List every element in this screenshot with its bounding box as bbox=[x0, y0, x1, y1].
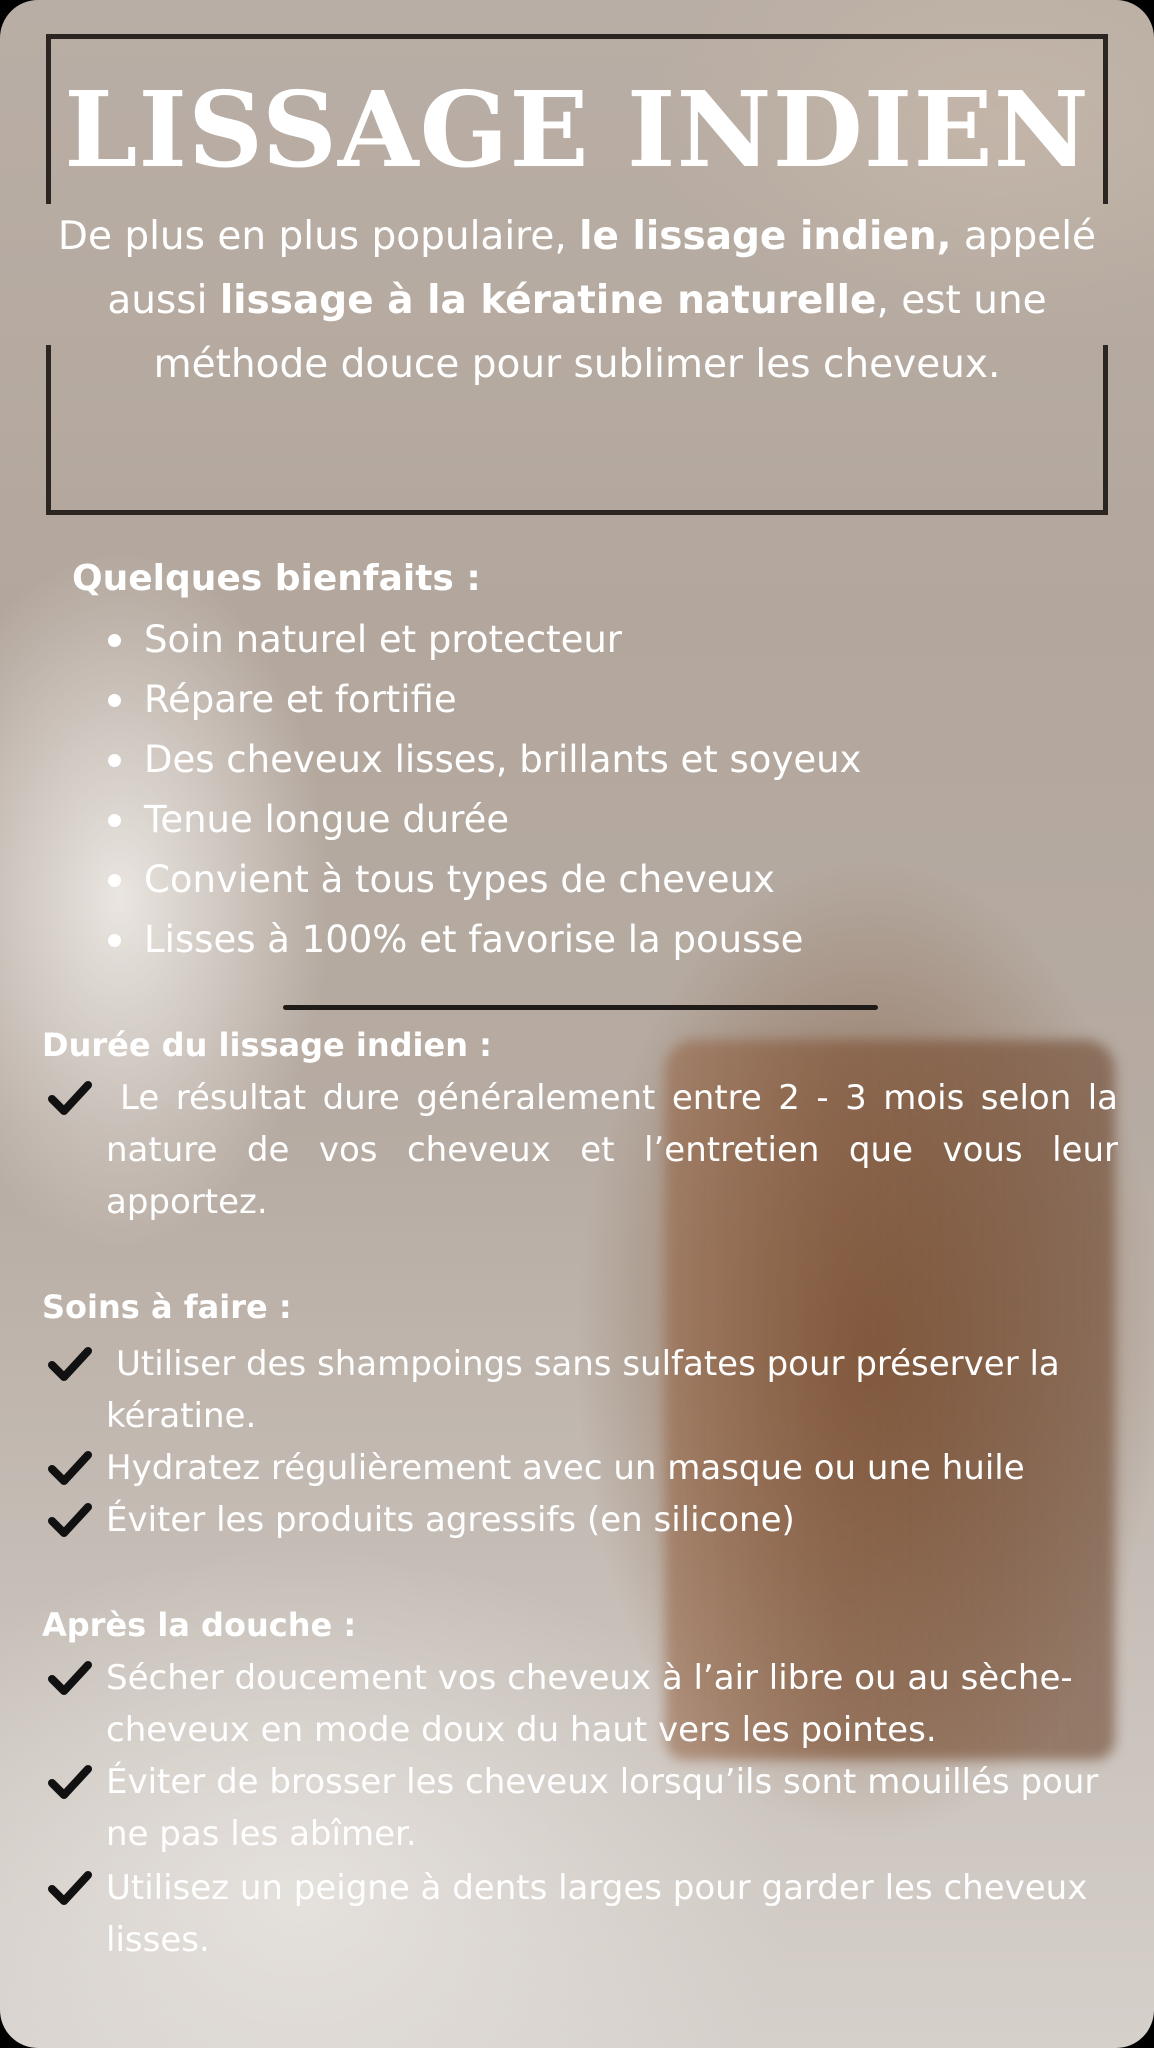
care-item-text: Éviter les produits agressifs (en silicone) bbox=[106, 1500, 795, 1540]
duration-item-text: Le résultat dure généralement entre 2 - 3 mois selon la nature de vos cheveux et l’entretien que vous leur apportez. bbox=[106, 1078, 1118, 1222]
after-shower-item bbox=[48, 1652, 1118, 1756]
after-shower-heading: Après la douche : bbox=[42, 1606, 357, 1644]
care-item-text: Utiliser des shampoings sans sulfates pour préserver la kératine. bbox=[106, 1344, 1060, 1436]
duration-heading: Durée du lissage indien : bbox=[42, 1026, 492, 1064]
care-item bbox=[48, 1442, 1108, 1494]
benefits-heading: Quelques bienfaits : bbox=[72, 558, 481, 599]
checkmark-icon bbox=[48, 1658, 92, 1698]
list-item-text: Soin naturel et protecteur bbox=[144, 618, 623, 661]
benefits-list bbox=[100, 610, 861, 970]
care-item bbox=[48, 1494, 1108, 1546]
intro-bold-1: le lissage indien, bbox=[579, 214, 952, 259]
after-shower-item bbox=[48, 1862, 1118, 1966]
list-item-text: Convient à tous types de cheveux bbox=[144, 858, 775, 901]
checkmark-icon bbox=[48, 1762, 92, 1802]
section-divider bbox=[283, 1005, 878, 1010]
duration-item bbox=[48, 1072, 1118, 1228]
checkmark-icon bbox=[48, 1448, 92, 1488]
list-item-text: Répare et fortifie bbox=[144, 678, 457, 721]
bullet-icon bbox=[108, 754, 121, 767]
bullet-icon bbox=[108, 874, 121, 887]
intro-part-3: , est une méthode douce pour sublimer les cheveux. bbox=[153, 278, 1047, 387]
bullet-icon bbox=[108, 634, 121, 647]
care-item-text: Hydratez régulièrement avec un masque ou une huile bbox=[106, 1448, 1025, 1488]
list-item bbox=[100, 610, 861, 670]
checkmark-icon bbox=[48, 1344, 92, 1384]
list-item bbox=[100, 730, 861, 790]
list-item bbox=[100, 670, 861, 730]
list-item-text: Des cheveux lisses, brillants et soyeux bbox=[144, 738, 862, 781]
list-item-text: Lisses à 100% et favorise la pousse bbox=[144, 918, 804, 961]
care-heading: Soins à faire : bbox=[42, 1288, 292, 1326]
bullet-icon bbox=[108, 814, 121, 827]
checkmark-icon bbox=[48, 1500, 92, 1540]
checkmark-icon bbox=[48, 1078, 92, 1118]
after-shower-item bbox=[48, 1756, 1118, 1860]
after-shower-item-text: Sécher doucement vos cheveux à l’air libre ou au sèche-cheveux en mode doux du haut vers les pointes. bbox=[106, 1658, 1073, 1750]
list-item bbox=[100, 790, 861, 850]
care-item bbox=[48, 1338, 1108, 1442]
after-shower-item-text: Utilisez un peigne à dents larges pour garder les cheveux lisses. bbox=[106, 1868, 1088, 1960]
bullet-icon bbox=[108, 934, 121, 947]
intro-part-1: De plus en plus populaire, bbox=[57, 214, 580, 259]
checkmark-icon bbox=[48, 1868, 92, 1908]
bullet-icon bbox=[108, 694, 121, 707]
after-shower-item-text: Éviter de brosser les cheveux lorsqu’ils sont mouillés pour ne pas les abîmer. bbox=[106, 1762, 1099, 1854]
intro-part-2: appelé aussi bbox=[107, 214, 1097, 323]
list-item-text: Tenue longue durée bbox=[144, 798, 510, 841]
intro-text bbox=[40, 205, 1114, 397]
intro-bold-2: lissage à la kératine naturelle bbox=[219, 278, 877, 323]
list-item bbox=[100, 850, 861, 910]
page-title: LISSAGE INDIEN bbox=[64, 68, 1090, 191]
list-item bbox=[100, 910, 861, 970]
